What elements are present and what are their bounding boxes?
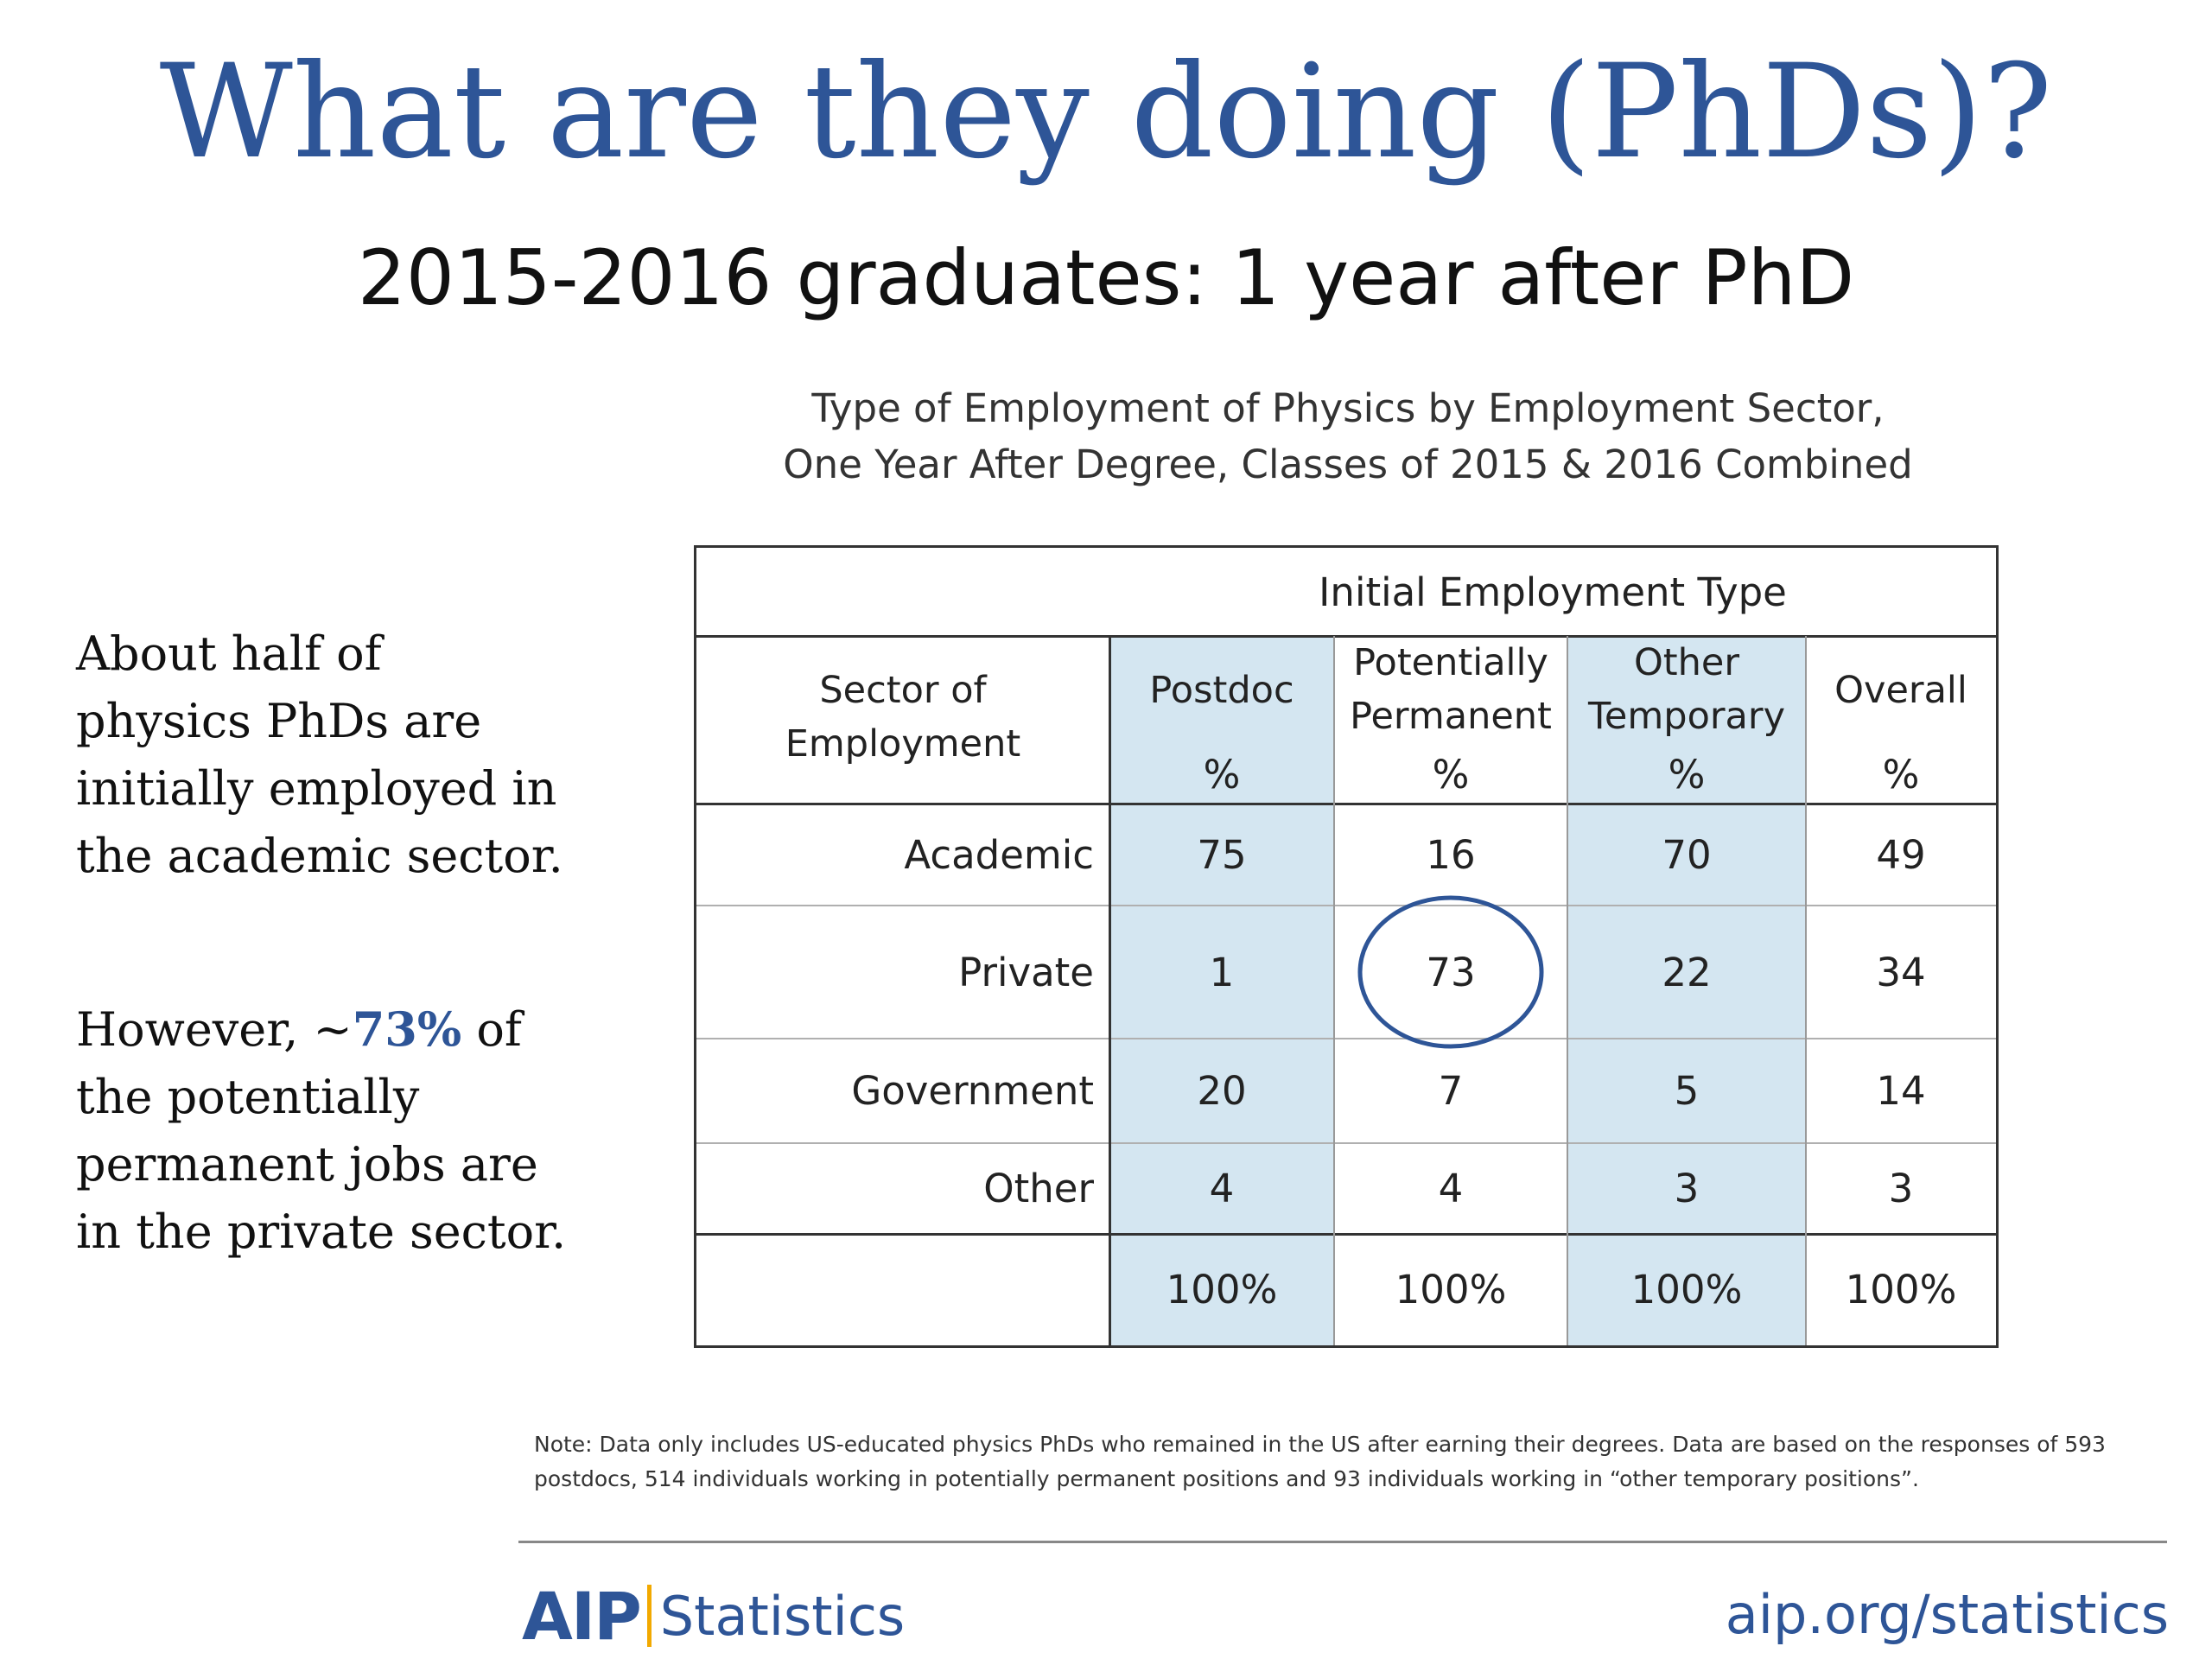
table-cell: 1 [1209,949,1235,995]
table-cell: 3 [1674,1166,1700,1211]
column-header [1806,664,1996,717]
row-header-line: Employment [785,722,1021,766]
summary-line: initially employed in [76,761,557,816]
summary-line: permanent jobs are [76,1137,538,1192]
summary-paragraph-1 [76,620,681,890]
logo-statistics-text: Statistics [659,1584,906,1648]
table-cell: 5 [1674,1068,1700,1114]
column-header [1334,636,1567,743]
logo-aip-text: AIP [522,1577,640,1655]
total-cell: 100% [1845,1267,1957,1313]
footer-divider [518,1541,2167,1543]
row-label: Government [851,1068,1094,1114]
slide-subtitle: 2015-2016 graduates: 1 year after PhD [357,233,1855,322]
total-cell: 100% [1395,1267,1507,1313]
column-header-line: Potentially [1353,641,1548,684]
table-cell: 22 [1662,949,1712,995]
summary-line: physics PhDs are [76,694,482,748]
column-header-line: Postdoc [1149,669,1294,712]
column-header [1567,636,1806,743]
column-header-line: Temporary [1587,695,1786,738]
table-cell: 70 [1662,831,1712,878]
slide-title: What are they doing (PhDs)? [159,37,2053,188]
table-caption-line-1: Type of Employment of Physics by Employment Sector, [811,385,1885,431]
summary-text: of [461,1002,522,1057]
column-unit: % [1432,751,1470,798]
table-cell: 7 [1438,1068,1464,1114]
row-header-line: Sector of [819,669,987,712]
highlight-ellipse [1360,898,1541,1046]
column-header-line: Permanent [1350,695,1552,738]
employment-table [694,545,1999,1348]
table-caption-line-2: One Year After Degree, Classes of 2015 & 2016 Combined [783,442,1913,487]
row-label: Private [958,949,1094,995]
column-unit: % [1203,751,1241,798]
summary-line [76,995,681,1064]
aip-statistics-logo [522,1577,906,1655]
table-cell: 3 [1888,1166,1914,1211]
total-cell: 100% [1166,1267,1278,1313]
highlight-percentage: 73% [352,1001,462,1057]
table-cell: 4 [1209,1166,1235,1211]
row-label: Other [983,1166,1094,1211]
column-header [1109,664,1334,717]
column-header-line: Overall [1834,669,1967,712]
table-cell: 16 [1426,831,1476,878]
row-label: Academic [904,831,1094,878]
summary-line: the academic sector. [76,829,563,883]
column-unit: % [1882,751,1920,798]
highlight-circle [1356,893,1546,1051]
column-unit: % [1668,751,1706,798]
summary-text: However, ~ [76,1002,353,1057]
summary-paragraph-2 [76,995,681,1266]
summary-line: in the private sector. [76,1205,567,1259]
table-cell: 4 [1438,1166,1464,1211]
row-header [696,664,1109,771]
footer-url: aip.org/statistics [1725,1583,2169,1646]
logo-divider-bar [647,1585,652,1647]
table-cell: 20 [1197,1068,1247,1114]
table-cell: 75 [1197,831,1247,878]
total-cell: 100% [1630,1267,1743,1313]
summary-line: About half of [76,626,382,681]
group-header: Initial Employment Type [1319,569,1787,615]
footnote: Note: Data only includes US-educated physics PhDs who remained in the US after earning their degrees. Data are based on the responses of 593 postdocs, 514 individuals working in potentially permanent positions and 93 individuals working in “other temporary positions”. [534,1432,2106,1491]
table-cell: 73 [1426,949,1476,995]
column-header-line: Other [1633,641,1740,684]
table-cell: 14 [1876,1068,1926,1114]
table-cell: 34 [1876,949,1926,995]
summary-line: the potentially [76,1070,420,1124]
table-cell: 49 [1876,831,1926,878]
